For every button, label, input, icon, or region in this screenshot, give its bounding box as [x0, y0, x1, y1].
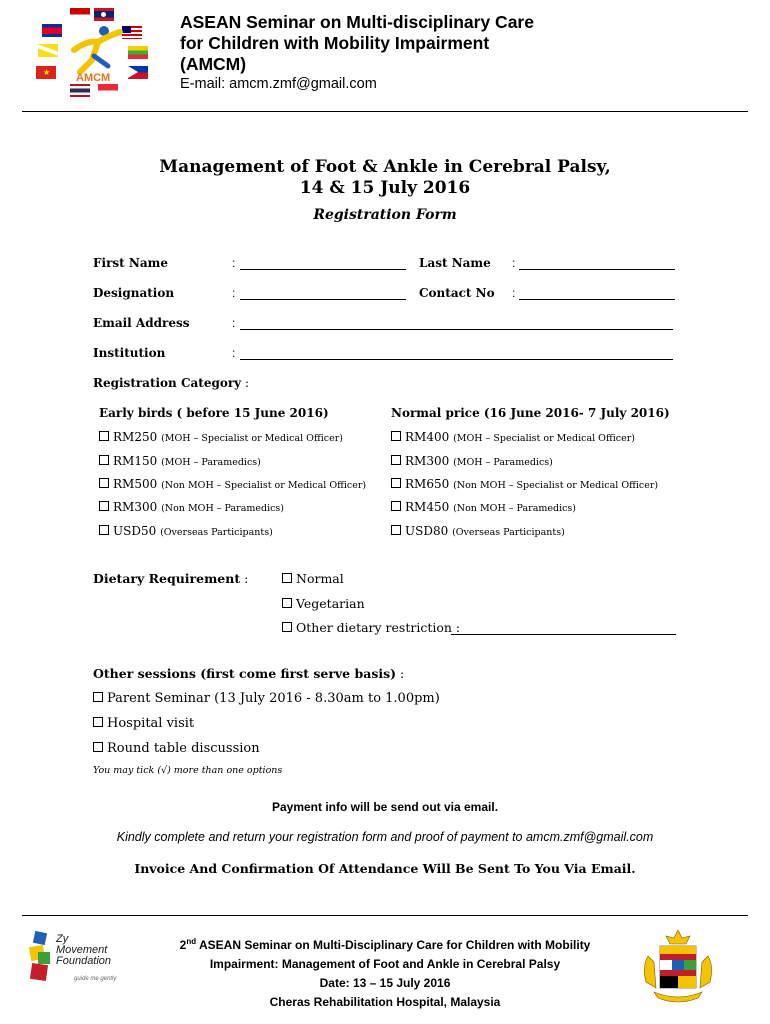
- checkbox-icon[interactable]: [99, 455, 109, 465]
- colon: :: [512, 286, 516, 300]
- institution-field[interactable]: [240, 359, 673, 360]
- flag-vietnam-icon: ★: [36, 66, 56, 79]
- other-dietary-field[interactable]: [451, 634, 676, 635]
- amcm-logo: [36, 8, 154, 100]
- email-address-label: Email Address: [93, 316, 190, 330]
- logo-text: AMCM: [76, 72, 111, 84]
- normal-option[interactable]: [391, 524, 565, 538]
- colon: :: [400, 666, 405, 681]
- colon: :: [244, 376, 250, 390]
- header-title-line: ASEAN Seminar on Multi-disciplinary Care: [180, 12, 534, 32]
- flag-brunei-icon: [38, 44, 58, 57]
- flag-laos-icon: [94, 8, 114, 21]
- checkbox-icon[interactable]: [391, 501, 401, 511]
- first-name-field[interactable]: [240, 269, 406, 270]
- flag-philippines-icon: [128, 66, 148, 79]
- option-desc: (Non MOH – Specialist or Medical Officer): [453, 480, 659, 491]
- option-desc: (MOH – Paramedics): [161, 457, 261, 468]
- option-desc: (Non MOH – Paramedics): [453, 503, 577, 514]
- option-desc: (Overseas Participants): [452, 527, 565, 538]
- sessions-label: Other sessions (first come first serve basis): [93, 666, 397, 681]
- colon: :: [232, 316, 236, 330]
- institution-label: Institution: [93, 346, 166, 360]
- event-title-line: Management of Foot & Ankle in Cerebral Palsy,: [159, 157, 611, 177]
- zmf-logo-text: [56, 934, 111, 967]
- colon: :: [232, 286, 236, 300]
- cubes-icon: [28, 930, 54, 982]
- checkbox-icon[interactable]: [99, 431, 109, 441]
- invoice-notice: Invoice And Confirmation Of Attendance Will Be Sent To You Via Email.: [134, 861, 636, 876]
- zmf-logo-line: Zy: [56, 933, 69, 945]
- footer-event-info: [130, 932, 640, 1012]
- normal-option[interactable]: [391, 430, 635, 444]
- event-title-line: 14 & 15 July 2016: [299, 178, 471, 198]
- dietary-option-label: Vegetarian: [296, 596, 365, 611]
- dietary-option[interactable]: [282, 620, 460, 635]
- option-price: RM650: [405, 477, 450, 491]
- flag-myanmar-icon: [128, 46, 148, 59]
- option-price: USD50: [113, 524, 157, 538]
- checkbox-icon[interactable]: [391, 455, 401, 465]
- footer-line1-text: ASEAN Seminar on Multi-Disciplinary Care for Children with Mobility: [196, 938, 591, 952]
- option-desc: (Non MOH – Paramedics): [161, 503, 285, 514]
- option-price: RM300: [405, 454, 450, 468]
- checkbox-icon[interactable]: [93, 692, 103, 702]
- checkbox-icon[interactable]: [282, 622, 292, 632]
- early-birds-header: Early birds ( before 15 June 2016): [99, 406, 329, 420]
- header-divider: [22, 111, 748, 112]
- option-price: RM300: [113, 500, 158, 514]
- registration-category-heading: [93, 376, 249, 390]
- checkbox-icon[interactable]: [391, 525, 401, 535]
- return-instructions: Kindly complete and return your registration form and proof of payment to amcm.zmf@gmail.com: [116, 830, 654, 844]
- zmf-tagline: guide me gently: [74, 976, 117, 982]
- footer-ordinal: 2: [179, 938, 187, 952]
- normal-option[interactable]: [391, 500, 576, 514]
- dietary-label: Dietary Requirement: [93, 571, 241, 586]
- contact-no-field[interactable]: [519, 299, 675, 300]
- tick-note: You may tick (√) more than one options: [93, 765, 283, 776]
- designation-field[interactable]: [240, 299, 406, 300]
- colon: :: [232, 256, 236, 270]
- email-address-field[interactable]: [240, 329, 673, 330]
- option-desc: (Overseas Participants): [160, 527, 273, 538]
- option-price: RM250: [113, 430, 158, 444]
- malaysia-crest-icon: [636, 926, 720, 1006]
- first-name-label: First Name: [93, 256, 168, 270]
- zmf-logo-line: Movement: [56, 944, 108, 956]
- checkbox-icon[interactable]: [93, 742, 103, 752]
- last-name-label: Last Name: [419, 256, 491, 270]
- normal-option[interactable]: [391, 454, 553, 468]
- footer-line: Cheras Rehabilitation Hospital, Malaysia: [269, 995, 501, 1009]
- dietary-option[interactable]: [282, 596, 365, 611]
- checkbox-icon[interactable]: [282, 573, 292, 583]
- option-desc: (Non MOH – Specialist or Medical Officer): [161, 480, 367, 491]
- normal-price-header: Normal price (16 June 2016- 7 July 2016): [391, 406, 670, 420]
- session-option-label: Hospital visit: [107, 716, 195, 731]
- footer-line: Date: 13 – 15 July 2016: [319, 976, 451, 990]
- dietary-option-label: Normal: [296, 571, 344, 586]
- checkbox-icon[interactable]: [99, 525, 109, 535]
- early-option[interactable]: [99, 477, 366, 491]
- dietary-heading: [93, 571, 248, 586]
- checkbox-icon[interactable]: [391, 478, 401, 488]
- registration-category-label: Registration Category: [93, 376, 242, 390]
- flag-singapore-icon: [98, 84, 118, 97]
- option-price: RM150: [113, 454, 158, 468]
- footer-line: Impairment: Management of Foot and Ankle in Cerebral Palsy: [209, 957, 561, 971]
- session-option[interactable]: [93, 716, 194, 731]
- option-price: RM400: [405, 430, 450, 444]
- session-option-label: Round table discussion: [107, 741, 260, 756]
- figure-logo-icon: [68, 22, 124, 78]
- early-option[interactable]: [99, 454, 261, 468]
- early-option[interactable]: [99, 500, 284, 514]
- sessions-heading: [93, 666, 404, 681]
- normal-option[interactable]: [391, 477, 658, 491]
- checkbox-icon[interactable]: [99, 501, 109, 511]
- colon: :: [232, 346, 236, 360]
- contact-no-label: Contact No: [419, 286, 495, 300]
- designation-label: Designation: [93, 286, 175, 300]
- flag-thailand-icon: [70, 84, 90, 97]
- option-desc: (MOH – Paramedics): [453, 457, 553, 468]
- option-price: USD80: [405, 524, 449, 538]
- checkbox-icon[interactable]: [282, 598, 292, 608]
- option-desc: (MOH – Specialist or Medical Officer): [453, 433, 635, 444]
- option-price: RM500: [113, 477, 158, 491]
- dietary-option-label: Other dietary restriction :: [296, 620, 461, 635]
- form-title: Registration Form: [313, 207, 457, 223]
- last-name-field[interactable]: [519, 269, 675, 270]
- checkbox-icon[interactable]: [93, 717, 103, 727]
- header-title-line: for Children with Mobility Impairment: [180, 33, 490, 53]
- session-option[interactable]: [93, 741, 260, 756]
- footer-line: [130, 932, 640, 955]
- flag-indonesia-icon: [70, 8, 90, 21]
- option-price: RM450: [405, 500, 450, 514]
- header-email: E-mail: amcm.zmf@gmail.com: [180, 76, 377, 92]
- footer-divider: [22, 915, 748, 916]
- footer-ordinal-suffix: nd: [186, 937, 197, 946]
- colon: :: [512, 256, 516, 270]
- payment-notice: Payment info will be send out via email.: [271, 800, 499, 814]
- header-title-line: (AMCM): [180, 54, 247, 74]
- option-desc: (MOH – Specialist or Medical Officer): [161, 433, 343, 444]
- early-option[interactable]: [99, 430, 343, 444]
- flag-cambodia-icon: [42, 24, 62, 37]
- event-title: [0, 157, 770, 199]
- zmf-logo: [26, 928, 118, 990]
- flag-malaysia-icon: [122, 26, 142, 39]
- zmf-logo-line: Foundation: [56, 955, 112, 967]
- header-title: [180, 12, 534, 75]
- colon: :: [244, 571, 249, 586]
- early-option[interactable]: [99, 524, 273, 538]
- checkbox-icon[interactable]: [99, 478, 109, 488]
- dietary-option[interactable]: [282, 571, 344, 586]
- checkbox-icon[interactable]: [391, 431, 401, 441]
- session-option[interactable]: [93, 691, 440, 706]
- session-option-label: Parent Seminar (13 July 2016 - 8.30am to 1.00pm): [107, 691, 440, 706]
